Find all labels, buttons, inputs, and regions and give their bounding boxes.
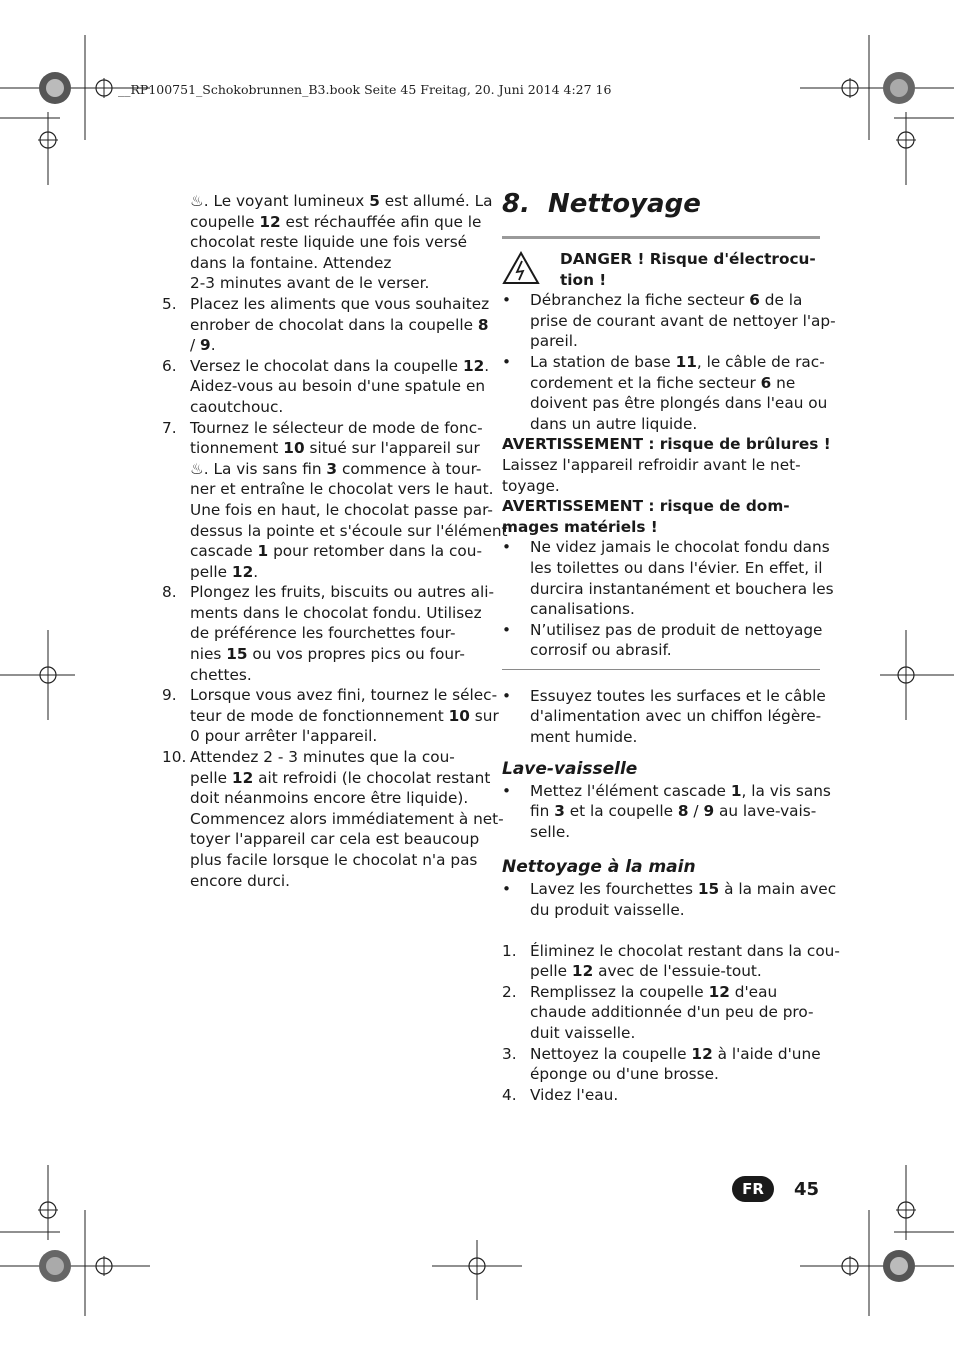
damage-item-2: • N’utilisez pas de produit de nettoyage corrosif ou abrasif.	[502, 620, 823, 660]
damage-item-1: • Ne videz jamais le chocolat fondu dans les toilettes ou dans l'évier. En effet, il durcira instantanément et bouchera les canalisations.	[502, 538, 834, 619]
burn-warning: AVERTISSEMENT : risque de brûlures !	[502, 435, 831, 454]
section-rule	[502, 236, 820, 239]
step-7: 7. Tournez le sélecteur de mode de fonc- tionnement 10 situé sur l'appareil sur ♨. La vis sans fin 3 commence à tour- ner et entraîne le chocolat vers le haut. Une fois en haut, le chocolat passe par- dessus la pointe et s'écoule sur l'élément cascade 1 pour retomber dans la cou- pelle 12.	[162, 418, 508, 581]
step-8: 8. Plongez les fruits, biscuits ou autres ali- ments dans le chocolat fondu. Utilisez de préférence les fourchettes four- nies 15 ou vos propres pics ou four- chettes.	[162, 583, 495, 684]
mode-icon: ♨	[190, 459, 204, 478]
step-10: 10. Attendez 2 - 3 minutes que la cou- pelle 12 ait refroidi (le chocolat restant doit néanmoins encore être liquide). Commencez alors immédiatement à net- toyer l'appareil car cela est beaucoup plus facile lorsque le chocolat n'a pas encore durci.	[162, 748, 504, 890]
clean-step-4: 4. Videz l'eau.	[502, 1085, 619, 1104]
danger-item-1: • Débranchez la fiche secteur 6 de la prise de courant avant de nettoyer l'ap- pareil.	[502, 291, 836, 351]
wipe-item: • Essuyez toutes les surfaces et le câble d'alimentation avec un chiffon légère- ment humide.	[502, 686, 826, 747]
language-badge: FR	[732, 1176, 774, 1202]
intro-paragraph: ♨. Le voyant lumineux 5 est allumé. La coupelle 12 est réchauffée afin que le chocolat reste liquide une fois versé dans la fontaine. Attendez 2-3 minutes avant de le verser.	[190, 192, 493, 293]
left-column	[162, 191, 508, 891]
damage-warning: AVERTISSEMENT : risque de dom- mages matériels !	[502, 497, 790, 536]
dishwasher-item: • Mettez l'élément cascade 1, la vis sans fin 3 et la coupelle 8 / 9 au lave-vais- selle.	[502, 781, 831, 841]
print-slug: __RP100751_Schokobrunnen_B3.book Seite 45 Freitag, 20. Juni 2014 4:27 16	[118, 82, 612, 97]
right-column	[502, 188, 840, 1105]
subheading-dishwasher: Lave-vaisselle	[502, 758, 638, 779]
page-number: 45	[794, 1178, 820, 1200]
electric-hazard-icon	[502, 251, 540, 285]
warning-end-rule	[502, 669, 820, 670]
danger-item-2: • La station de base 11, le câble de rac- cordement et la fiche secteur 6 ne doivent pas être plongés dans l'eau ou dans un autre liquide.	[502, 352, 828, 433]
clean-step-1: 1. Éliminez le chocolat restant dans la cou- pelle 12 avec de l'essuie-tout.	[502, 941, 840, 981]
lamp-icon: ♨	[190, 192, 204, 210]
subheading-hand-wash: Nettoyage à la main	[502, 857, 696, 878]
burn-warning-text: Laissez l'appareil refroidir avant le net- toyage.	[502, 455, 801, 495]
hand-wash-item: • Lavez les fourchettes 15 à la main avec du produit vaisselle.	[502, 880, 837, 920]
danger-notice: DANGER ! Risque d'électrocu- tion !	[502, 249, 822, 290]
step-9: 9. Lorsque vous avez fini, tournez le sélec- teur de mode de fonctionnement 10 sur 0 pour arrêter l'appareil.	[162, 686, 499, 746]
step-6: 6. Versez le chocolat dans la coupelle 12. Aidez-vous au besoin d'une spatule en caoutchouc.	[162, 356, 490, 416]
clean-step-3: 3. Nettoyez la coupelle 12 à l'aide d'une éponge ou d'une brosse.	[502, 1044, 821, 1084]
section-title: 8. Nettoyage	[502, 189, 701, 219]
clean-step-2: 2. Remplissez la coupelle 12 d'eau chaude additionnée d'un peu de pro- duit vaisselle.	[502, 982, 814, 1042]
page-footer	[732, 1176, 819, 1202]
step-5: 5. Placez les aliments que vous souhaitez enrober de chocolat dans la coupelle 8 / 9.	[162, 294, 490, 355]
